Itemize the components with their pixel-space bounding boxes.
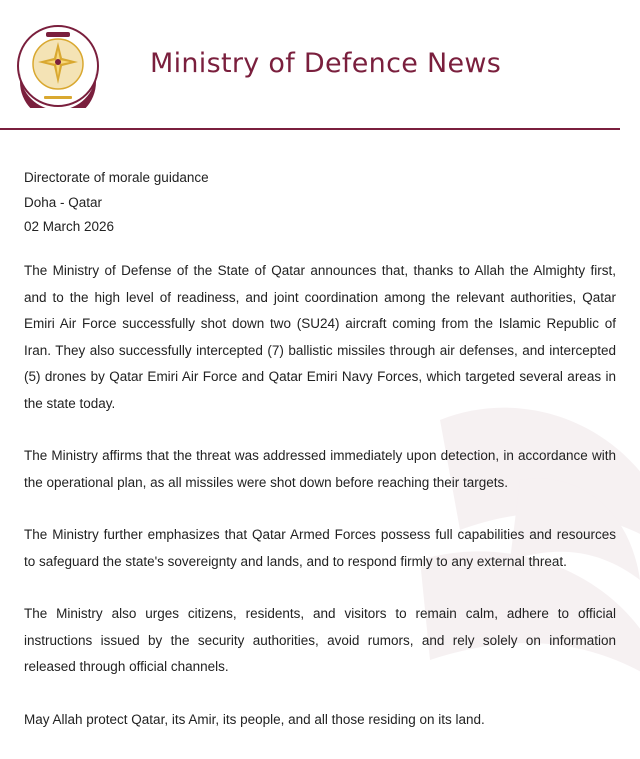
date-line: 02 March 2026 (24, 219, 115, 234)
paragraph-public-advice: The Ministry also urges citizens, residents, and visitors to remain calm, adhere to official instructions issued by the security authorities, avoid rumors, and rely solely on information released through official channels. (24, 606, 616, 674)
paragraph-capabilities: The Ministry further emphasizes that Qatar Armed Forces possess full capabilities and resources to safeguard the state's sovereignty and lands, and to respond firmly to any external threat. (24, 527, 616, 569)
ministry-emblem-icon (16, 24, 100, 108)
header-divider (0, 128, 620, 130)
directorate-line: Directorate of morale guidance (24, 170, 209, 185)
paragraph-announcement: The Ministry of Defense of the State of Qatar announces that, thanks to Allah the Almighty first, and to the high level of readiness, and joint coordination among the relevant authorities, Qatar Emiri Air Force successfully shot down two (SU24) aircraft coming from the Islamic Republic of Iran. They also successfully intercepted (7) ballistic missiles through air defenses, and intercepted (5) drones by Qatar Emiri Air Force and Qatar Emiri Navy Forces, which targeted several areas in the state today. (24, 263, 616, 411)
dateline-block (24, 166, 209, 240)
paragraph-affirmation: The Ministry affirms that the threat was addressed immediately upon detection, in accordance with the operational plan, as all missiles were shot down before reaching their targets. (24, 448, 616, 490)
location-line: Doha - Qatar (24, 194, 103, 210)
page-title: Ministry of Defence News (150, 48, 502, 79)
statement-body (24, 258, 616, 759)
paragraph-closing-prayer: May Allah protect Qatar, its Amir, its people, and all those residing on its land. (24, 711, 485, 727)
page-header (0, 0, 640, 130)
